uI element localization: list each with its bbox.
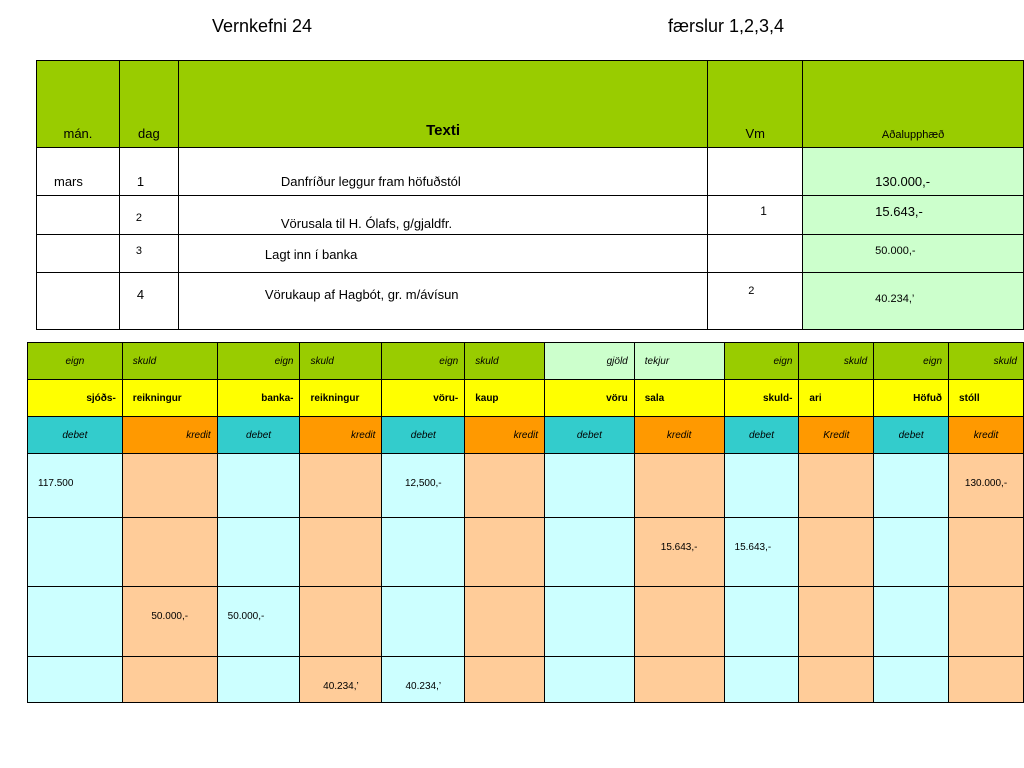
account-type-cell: tekjur (634, 343, 724, 380)
amount-cell: 40.234,’ (803, 273, 1024, 330)
ledger-entry-row (28, 587, 1024, 657)
ledger-cell (465, 657, 545, 703)
journal-row (37, 196, 1024, 235)
account-name-cell: sjóðs- (28, 380, 123, 417)
ledger-cell: 40.234,’ (300, 657, 382, 703)
ledger-cell (799, 587, 874, 657)
account-name-row (28, 380, 1024, 417)
account-type-cell: skuld (799, 343, 874, 380)
ledger-cell (122, 454, 217, 518)
amount-cell: 130.000,- (803, 148, 1024, 196)
ledger-cell (634, 587, 724, 657)
journal-table (36, 60, 1024, 330)
vm-cell (708, 148, 803, 196)
ledger-cell (545, 657, 635, 703)
ledger-cell (465, 518, 545, 587)
header-amount: Aðalupphæð (803, 61, 1024, 148)
ledger-cell (300, 587, 382, 657)
vm-cell (708, 235, 803, 273)
ledger-cell (799, 657, 874, 703)
month-cell: mars (37, 148, 120, 196)
text-cell: Lagt inn í banka (178, 235, 707, 273)
ledger-cell (217, 454, 300, 518)
debit-header: debet (545, 417, 635, 454)
debit-credit-row (28, 417, 1024, 454)
ledger-cell (949, 587, 1024, 657)
credit-header: kredit (949, 417, 1024, 454)
ledger-cell (799, 518, 874, 587)
ledger-cell: 12,500,- (382, 454, 465, 518)
header-text: Texti (178, 61, 707, 148)
ledger-cell (300, 518, 382, 587)
account-type-cell: eign (724, 343, 799, 380)
ledger-cell: 15.643,- (634, 518, 724, 587)
vm-cell: 2 (708, 273, 803, 330)
ledger-cell (949, 518, 1024, 587)
account-name-cell: reikningur (122, 380, 217, 417)
amount-cell: 50.000,- (803, 235, 1024, 273)
account-type-cell: skuld (122, 343, 217, 380)
ledger-cell (28, 657, 123, 703)
ledger-cell: 15.643,- (724, 518, 799, 587)
credit-header: kredit (122, 417, 217, 454)
account-name-cell: skuld- (724, 380, 799, 417)
ledger-cell (465, 587, 545, 657)
account-type-cell: gjöld (545, 343, 635, 380)
text-cell: Danfríður leggur fram höfuðstól (178, 148, 707, 196)
header-month: mán. (37, 61, 120, 148)
account-name-cell: Höfuð (874, 380, 949, 417)
account-type-cell: skuld (949, 343, 1024, 380)
amount-cell: 15.643,- (803, 196, 1024, 235)
ledger-cell (122, 657, 217, 703)
debit-header: debet (382, 417, 465, 454)
account-name-cell: reikningur (300, 380, 382, 417)
account-name-cell: vöru- (382, 380, 465, 417)
ledger-table (27, 342, 1024, 703)
text-cell: Vörusala til H. Ólafs, g/gjaldfr. (178, 196, 707, 235)
day-cell: 4 (119, 273, 178, 330)
ledger-cell (949, 657, 1024, 703)
ledger-cell (724, 657, 799, 703)
text-cell: Vörukaup af Hagbót, gr. m/ávísun (178, 273, 707, 330)
ledger-entry-row (28, 454, 1024, 518)
ledger-cell: 50.000,- (217, 587, 300, 657)
ledger-cell (874, 518, 949, 587)
day-cell: 1 (119, 148, 178, 196)
account-name-cell: sala (634, 380, 724, 417)
account-type-cell: eign (382, 343, 465, 380)
ledger-cell: 130.000,- (949, 454, 1024, 518)
credit-header: kredit (465, 417, 545, 454)
credit-header: Kredit (799, 417, 874, 454)
account-name-cell: banka- (217, 380, 300, 417)
month-cell (37, 235, 120, 273)
header-vm: Vm (708, 61, 803, 148)
document-title: Vernkefni 24 (212, 16, 313, 36)
header-day: dag (119, 61, 178, 148)
ledger-cell (382, 518, 465, 587)
ledger-cell: 117.500 (28, 454, 123, 518)
ledger-cell (217, 657, 300, 703)
ledger-cell (28, 587, 123, 657)
journal-row (37, 235, 1024, 273)
credit-header: kredit (300, 417, 382, 454)
day-cell: 3 (119, 235, 178, 273)
account-name-cell: vöru (545, 380, 635, 417)
ledger-cell (465, 454, 545, 518)
ledger-cell: 40.234,’ (382, 657, 465, 703)
ledger-cell: 50.000,- (122, 587, 217, 657)
ledger-cell (874, 454, 949, 518)
debit-header: debet (217, 417, 300, 454)
ledger-cell (122, 518, 217, 587)
account-type-cell: eign (874, 343, 949, 380)
journal-row (37, 148, 1024, 196)
month-cell (37, 273, 120, 330)
journal-row (37, 273, 1024, 330)
account-name-cell: stóll (949, 380, 1024, 417)
ledger-cell (28, 518, 123, 587)
account-type-cell: eign (217, 343, 300, 380)
ledger-cell (545, 518, 635, 587)
account-name-cell: ari (799, 380, 874, 417)
ledger-cell (874, 657, 949, 703)
account-type-cell: skuld (465, 343, 545, 380)
journal-header-row (37, 61, 1024, 148)
ledger-cell (217, 518, 300, 587)
ledger-cell (724, 454, 799, 518)
ledger-cell (874, 587, 949, 657)
ledger-cell (634, 454, 724, 518)
account-type-cell: skuld (300, 343, 382, 380)
account-type-cell: eign (28, 343, 123, 380)
month-cell (37, 196, 120, 235)
debit-header: debet (28, 417, 123, 454)
day-cell: 2 (119, 196, 178, 235)
ledger-cell (724, 587, 799, 657)
account-type-row (28, 343, 1024, 380)
ledger-entry-row (28, 518, 1024, 587)
ledger-cell (545, 587, 635, 657)
ledger-cell (634, 657, 724, 703)
ledger-cell (799, 454, 874, 518)
entries-title: færslur 1,2,3,4 (668, 16, 785, 36)
debit-header: debet (874, 417, 949, 454)
account-name-cell: kaup (465, 380, 545, 417)
vm-cell: 1 (708, 196, 803, 235)
ledger-entry-row (28, 657, 1024, 703)
ledger-cell (300, 454, 382, 518)
credit-header: kredit (634, 417, 724, 454)
ledger-cell (382, 587, 465, 657)
ledger-cell (545, 454, 635, 518)
debit-header: debet (724, 417, 799, 454)
